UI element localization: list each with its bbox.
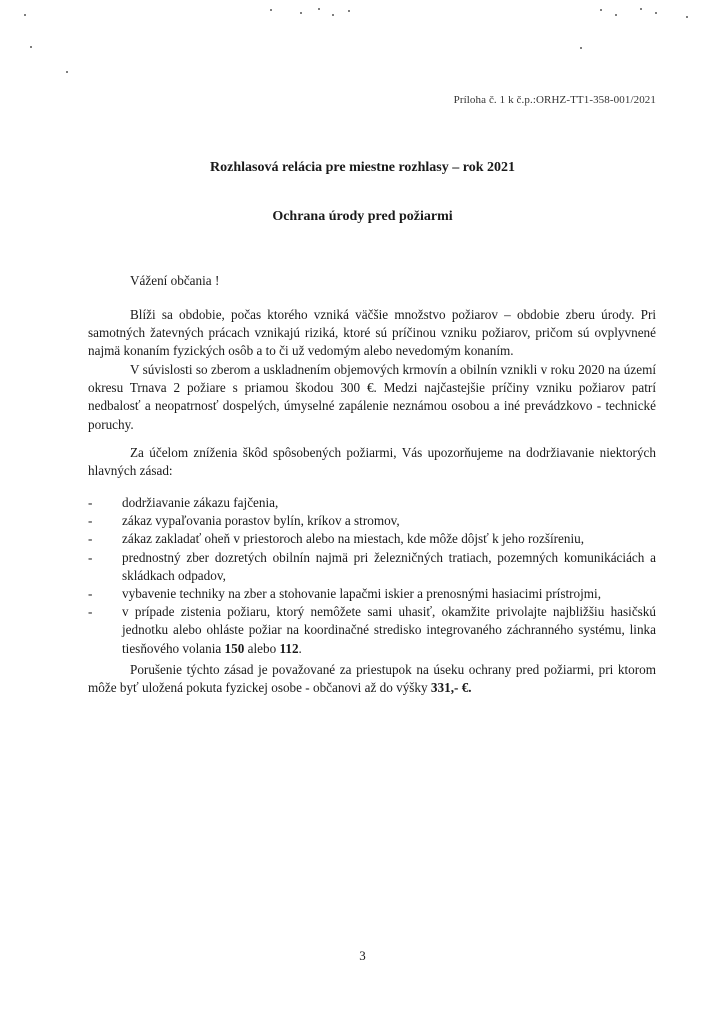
annex-reference: Príloha č. 1 k č.p.:ORHZ-TT1-358-001/2021 (453, 94, 656, 106)
list-item (88, 549, 656, 585)
list-item-text: v prípade zistenia požiaru, ktorý nemôžete sami uhasiť, okamžite privolajte najbližšiu hasičskú jednotku alebo ohláste požiar na koordinačné stredisko integrovaného záchranného systému, linka tiesňového volania (122, 604, 656, 656)
list-marker: - (88, 531, 93, 547)
principles-list (88, 494, 656, 658)
list-item-text: zákaz vypaľovania porastov bylín, kríkov a stromov, (122, 513, 400, 529)
scan-speck (24, 14, 26, 16)
scan-speck (655, 12, 657, 14)
paragraph-principles-intro: Za účelom zníženia škôd spôsobených požiarmi, Vás upozorňujeme na dodržiavanie niektorých hlavných zásad: (88, 445, 656, 479)
list-item (88, 585, 656, 603)
scan-speck (318, 8, 320, 10)
list-item (88, 530, 656, 548)
list-marker: - (88, 549, 93, 565)
scan-speck (270, 9, 272, 11)
list-item-text: dodržiavanie zákazu fajčenia, (122, 495, 279, 510)
salutation: Vážení občania ! (130, 273, 220, 288)
list-item-text: prednostný zber dozretých obilnín najmä pri železničných tratiach, pozemných komunikáciách a skládkach odpadov, (122, 549, 656, 583)
paragraph-intro: Blíži sa obdobie, počas ktorého vzniká väčšie množstvo požiarov – obdobie zberu úrody. Pri samotných žatevných prácach vznikajú riziká, ktoré sú príčinou vzniku požiarov, pričom sú ovplyvnené najmä konaním fyzických osôb a to či už vedomým alebo nevedomým konaním. (88, 307, 656, 359)
list-item (88, 494, 656, 512)
document-title: Rozhlasová relácia pre miestne rozhlasy – rok 2021 (210, 160, 515, 175)
scan-speck (640, 8, 642, 10)
list-item-text: zákaz zakladať oheň v priestoroch alebo na miestach, kde môže dôjsť k jeho rozšíreniu, (122, 531, 585, 547)
list-item (88, 512, 656, 530)
scan-speck (580, 47, 582, 49)
list-item-end: . (298, 640, 302, 656)
list-marker: - (88, 604, 93, 620)
page-number: 3 (359, 948, 366, 963)
list-marker: - (88, 513, 93, 529)
list-item-text: vybavenie techniky na zber a stohovanie lapačmi iskier a prenosnými hasiacimi prístrojmi, (122, 586, 601, 602)
scan-speck (66, 71, 68, 73)
scan-speck (332, 14, 334, 16)
penalty-amount: 331,- €. (430, 680, 472, 696)
paragraph-penalty (88, 661, 656, 697)
list-marker: - (88, 586, 93, 602)
emergency-number: 112 (279, 640, 299, 656)
scan-speck (300, 12, 302, 14)
list-marker: - (88, 495, 93, 510)
list-item (88, 603, 656, 658)
paragraph-statistics: V súvislosti so zberom a uskladnením objemových krmovín a obilnín vznikli v roku 2020 na území okresu Trnava 2 požiare s priamou škodou 300 €. Medzi najčastejšie príčiny vzniku požiarov patrí nedbalosť a neopatrnosť dospelých, úmyselné zapálenie neznámou osobou a iné prevádzkovo - technické poruchy. (88, 362, 656, 432)
penalty-text: Porušenie týchto zásad je považované za priestupok na úseku ochrany pred požiarmi, pri ktorom môže byť uložená pokuta fyzickej osobe - občanovi až do výšky (88, 662, 656, 696)
scan-speck (30, 46, 32, 48)
scan-speck (348, 10, 350, 12)
scan-speck (600, 9, 602, 11)
document-subtitle: Ochrana úrody pred požiarmi (272, 209, 453, 224)
list-item-connector: alebo (244, 640, 280, 656)
scan-speck (686, 16, 688, 18)
emergency-number: 150 (224, 640, 245, 656)
scan-speck (615, 14, 617, 16)
